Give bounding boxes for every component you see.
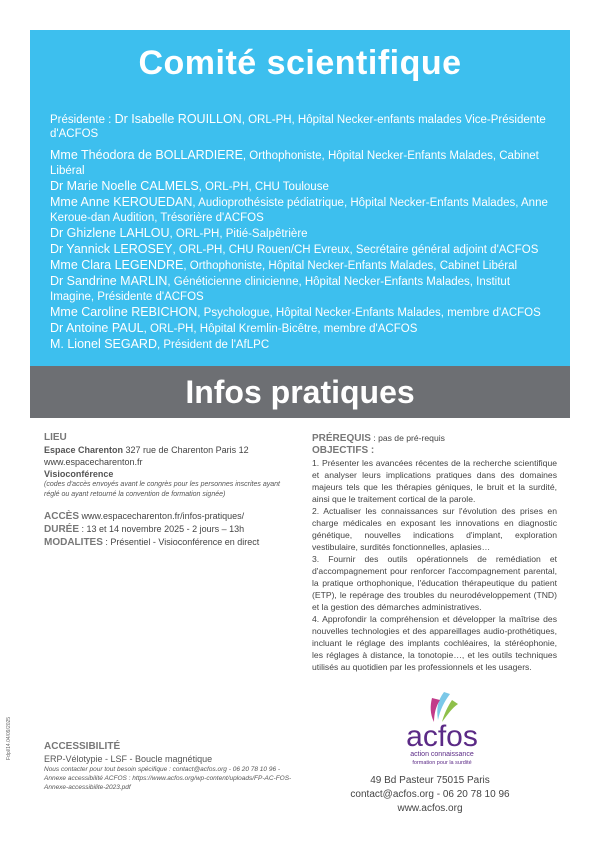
member-item: [50, 305, 554, 321]
modalites-line: [44, 536, 294, 549]
member-name: Dr Ghizlene LAHLOU: [50, 226, 170, 240]
website-link[interactable]: www.acfos.org: [397, 803, 463, 814]
member-role: , Orthophoniste, Hôpital Necker-Enfants Malades, Cabinet Libéral: [183, 260, 518, 272]
acces-line: [44, 510, 294, 523]
acces-label: ACCÈS: [44, 511, 80, 522]
president-line: [50, 112, 554, 141]
member-role: , Orthophoniste, Hôpital Necker-Enfants Malades, Cabinet Libéral: [50, 150, 539, 177]
infos-banner: [30, 366, 570, 418]
member-role: , ORL-PH, Pitié-Salpêtrière: [169, 228, 308, 240]
contact-line[interactable]: contact@acfos.org - 06 20 78 10 96: [350, 789, 510, 800]
member-name: Mme Clara LEGENDRE: [50, 258, 184, 272]
logo-swoosh-icon: [437, 692, 450, 720]
modalites-value: : Présentiel - Visioconférence en direct: [102, 537, 260, 547]
member-name: Dr Marie Noelle CALMELS: [50, 179, 199, 193]
visio-label: Visioconférence: [44, 469, 114, 479]
member-item: [50, 242, 554, 258]
accessibility-heading: ACCESSIBILITÉ: [44, 741, 121, 752]
member-list: [50, 148, 554, 353]
infos-title: Infos pratiques: [185, 374, 415, 410]
visio-note: (codes d'accès envoyés avant le congrès pour les personnes inscrites ayant réglé ou ayant retourné la convention de formation signée): [44, 481, 280, 498]
venue-line: [44, 444, 294, 456]
member-name: Dr Antoine PAUL: [50, 321, 144, 335]
acfos-logo: [392, 690, 492, 766]
member-item: [50, 179, 554, 195]
print-code: Fdpl/14.04/09/2025: [6, 716, 12, 760]
lieu-heading: LIEU: [44, 432, 67, 443]
member-role: , Psychologue, Hôpital Necker-Enfants Malades, membre d'ACFOS: [197, 307, 541, 319]
duree-label: DURÉE: [44, 524, 80, 535]
member-item: [50, 195, 554, 226]
member-item: [50, 226, 554, 242]
address-line: 49 Bd Pasteur 75015 Paris: [370, 775, 490, 786]
prerequis-line: [312, 432, 557, 445]
objective-item: 3. Fournir des outils opérationnels de remédiation et d'accompagnement pour renforcer l'accompagnement parental, la pratique orthophonique, l'éducation thérapeutique du patient (ETP), le repérage des troubles du neurodéveloppement (TND) et la gestion des démarches administratives.: [312, 554, 557, 612]
logo-tagline-2: formation pour la surdité: [412, 760, 472, 766]
member-role: , Président de l'AfLPC: [156, 339, 270, 351]
committee-title: Comité scientifique: [138, 44, 462, 82]
member-name: Mme Anne KEROUEDAN: [50, 195, 193, 209]
prerequis-value: : pas de pré-requis: [370, 433, 445, 443]
member-role: , ORL-PH, CHU Rouen/CH Evreux, Secrétaire général adjoint d'ACFOS: [172, 244, 539, 256]
logo-swoosh-icon: [442, 700, 458, 722]
member-name: Mme Théodora de BOLLARDIERE: [50, 148, 243, 162]
member-item: [50, 274, 554, 305]
venue-url[interactable]: www.espacecharenton.fr: [44, 457, 143, 467]
member-name: Dr Yannick LEROSEY: [50, 242, 173, 256]
member-role: , ORL-PH, CHU Toulouse: [198, 181, 329, 193]
venue-info: [44, 432, 294, 549]
member-name: Mme Caroline REBICHON: [50, 305, 198, 319]
member-role: , ORL-PH, Hôpital Kremlin-Bicêtre, membre d'ACFOS: [143, 323, 418, 335]
member-role: , Généticienne clinicienne, Hôpital Necker-Enfants Malades, Institut Imagine, Présidente d'ACFOS: [50, 276, 511, 303]
accessibility-info: [44, 740, 294, 792]
duree-value: : 13 et 14 novembre 2025 - 2 jours – 13h: [79, 524, 245, 534]
objective-item: 1. Présenter les avancées récentes de la recherche scientifique et analyser leurs implications pratiques dans des domaines majeurs tels que les thérapies géniques, le bruit et la surdité, ainsi que le traitement cortical de la parole.: [312, 458, 557, 504]
logo-wordmark: acfos: [406, 720, 478, 753]
president-role: , ORL-PH, Hôpital Necker-enfants malades Vice-Présidente d'ACFOS: [50, 114, 546, 140]
accessibility-contact: Nous contacter pour tout besoin spécifique : contact@acfos.org - 06 20 78 10 96 - Annexe accessibilité ACFOS : https://www.acfos.org/wp-content/uploads/FP-AC-FOS-Annexe-accessibilite-2023.pdf: [44, 766, 292, 791]
member-item: [50, 337, 554, 353]
acces-url[interactable]: www.espacecharenton.fr/infos-pratiques/: [79, 511, 245, 521]
venue-name: Espace Charenton: [44, 445, 124, 455]
objective-item: 2. Actualiser les connaissances sur l'évolution des prises en charge médicales en exposant les innovations en diagnostic génétique, nouvelles indications d'implant, exploration vestibulaire, surdités fonctionnelles, aplasies…: [312, 506, 557, 552]
venue-address: 327 rue de Charenton Paris 12: [123, 445, 249, 455]
president-label: Présidente :: [50, 114, 115, 126]
member-item: [50, 258, 554, 274]
president-name: Dr Isabelle ROUILLON: [114, 112, 242, 126]
member-item: [50, 148, 554, 179]
objectifs-heading: OBJECTIFS :: [312, 445, 375, 456]
objective-item: 4. Approfondir la compréhension et développer la maîtrise des nouvelles technologies et des appareillages audio-prothétiques, incluant le réglage des implants cochléaires, la stéréophonie, les réglages à distance, la tonotopie…, et les outils techniques utilisés au quotidien par les professionnels et les usagers.: [312, 614, 557, 672]
member-role: , Audioprothésiste pédiatrique, Hôpital Necker-Enfants Malades, Anne Keroue-dan Audition, Trésorière d'ACFOS: [50, 197, 548, 224]
committee-section: [30, 30, 570, 366]
member-name: Dr Sandrine MARLIN: [50, 274, 168, 288]
prerequis-label: PRÉREQUIS: [312, 433, 371, 444]
accessibility-features: ERP-Vélotypie - LSF - Boucle magnétique: [44, 754, 213, 764]
logo-tagline-1: action connaissance: [410, 751, 474, 758]
footer-address: [330, 774, 530, 816]
modalites-label: MODALITES: [44, 537, 103, 548]
objectives-info: [312, 432, 557, 673]
member-item: [50, 321, 554, 337]
member-name: M. Lionel SEGARD: [50, 337, 157, 351]
duree-line: [44, 523, 294, 536]
